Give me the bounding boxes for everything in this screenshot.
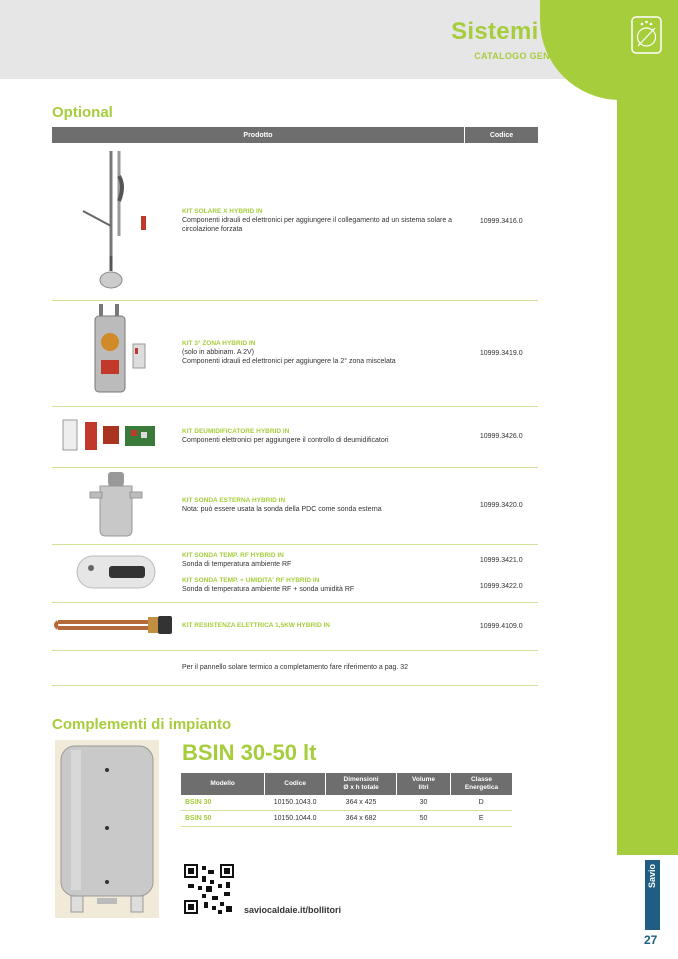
page-title: Sistemi Ibridi: [451, 18, 606, 45]
optional-table: [52, 127, 538, 686]
dehumidifier-kit-image: [61, 412, 171, 460]
qr-code-icon[interactable]: [184, 864, 234, 914]
col-model-header: Modello: [181, 773, 265, 795]
class-cell: E: [450, 811, 512, 827]
product-name: KIT DEUMIDIFICATORE HYBRID IN: [182, 427, 290, 435]
product-description: [180, 143, 465, 300]
product-image: [52, 300, 180, 406]
product-desc: Componenti idrauli ed elettronici per aggiungere il collegamento ad un sistema solare a circolazione forzata: [182, 217, 453, 234]
product-desc: Sonda di temperatura ambiente RF: [182, 561, 292, 569]
optional-heading: Optional: [52, 104, 113, 121]
table-row: [52, 467, 538, 544]
page-subtitle: CATALOGO GENERALE 2022: [474, 51, 606, 61]
water-tank-image: [55, 740, 159, 918]
product-code-rf: 10999.3421.0: [479, 556, 523, 564]
table-row: [181, 811, 512, 827]
table-row: [52, 650, 538, 685]
product-desc: Sonda di temperatura ambiente RF + sonda umidità RF: [182, 585, 355, 593]
product-image: [52, 143, 180, 300]
product-image: [52, 544, 180, 602]
product-description: [180, 406, 465, 467]
product-image: [52, 406, 180, 467]
table-row: [181, 795, 512, 811]
green-side-bar: [617, 0, 678, 855]
product-code: 10999.3416.0: [465, 143, 539, 300]
page-number: 27: [644, 933, 658, 947]
product-description: [180, 544, 465, 602]
brand-logo: Savio: [647, 864, 657, 889]
product-code-rf-humidity: 10999.3422.0: [479, 582, 523, 590]
solar-panel-note: Per il pannello solare termico a completamento fare riferimento a pag. 32: [180, 650, 538, 685]
col-product-header: Prodotto: [52, 127, 465, 143]
rf-humidity-block: [182, 577, 465, 595]
table-row: [52, 300, 538, 406]
product-name: KIT 3° ZONA HYBRID IN: [182, 339, 256, 347]
bsin-table: [181, 773, 512, 827]
code-cell: 10150.1044.0: [265, 811, 326, 827]
product-code: 10999.3420.0: [465, 467, 539, 544]
product-image: [52, 602, 180, 650]
table-row: [52, 544, 538, 602]
code-cell: 10150.1043.0: [265, 795, 326, 811]
dimensions-cell: 364 x 682: [325, 811, 396, 827]
class-cell: D: [450, 795, 512, 811]
product-name: KIT SONDA TEMP. RF HYBRID IN: [182, 551, 284, 559]
heating-element-image: [54, 612, 178, 638]
solar-kit-image: [81, 146, 151, 294]
product-desc: Componenti elettronici per aggiungere il controllo di deumidificatori: [182, 437, 389, 445]
rf-sensor-image: [73, 550, 159, 594]
zone-kit-image: [81, 302, 151, 402]
product-code: 10999.4109.0: [465, 602, 539, 650]
col-code-header: Codice: [465, 127, 539, 143]
model-cell: BSIN 50: [181, 811, 265, 827]
product-code: 10999.3426.0: [465, 406, 539, 467]
brand-tab: [645, 860, 660, 930]
product-desc: (solo in abbinam. A 2V) Componenti idrauli ed elettronici per aggiungere la 2° zona miscelata: [182, 349, 396, 366]
table-row: [52, 602, 538, 650]
product-code: 10999.3419.0: [465, 300, 539, 406]
bollitori-link[interactable]: saviocaldaie.it/bollitori: [244, 905, 342, 915]
product-description: [180, 300, 465, 406]
product-description: [180, 602, 465, 650]
col-class-header: Classe Energetica: [450, 773, 512, 795]
rf-temp-block: [182, 552, 465, 570]
volume-cell: 50: [397, 811, 451, 827]
model-cell: BSIN 30: [181, 795, 265, 811]
product-name: KIT SONDA ESTERNA HYBRID IN: [182, 496, 286, 504]
complementi-heading: Complementi di impianto: [52, 716, 232, 733]
col-volume-header: Volume litri: [397, 773, 451, 795]
hybrid-system-icon: [631, 16, 662, 54]
volume-cell: 30: [397, 795, 451, 811]
product-description: [180, 467, 465, 544]
product-name: KIT RESISTENZA ELETTRICA 1,5KW HYBRID IN: [182, 621, 330, 629]
external-sensor-image: [86, 470, 146, 540]
dimensions-cell: 364 x 425: [325, 795, 396, 811]
product-image: [52, 467, 180, 544]
product-name: KIT SONDA TEMP. + UMIDITA' RF HYBRID IN: [182, 576, 320, 584]
bsin-title: BSIN 30-50 lt: [182, 740, 317, 765]
table-row: [52, 143, 538, 300]
col-dimensions-header: Dimensioni Ø x h totale: [325, 773, 396, 795]
table-row: [52, 406, 538, 467]
col-code-header: Codice: [265, 773, 326, 795]
product-name: KIT SOLARE X HYBRID IN: [182, 207, 263, 215]
product-desc: Nota: può essere usata la sonda della PDC come sonda esterna: [182, 506, 382, 514]
product-code: [465, 544, 539, 602]
